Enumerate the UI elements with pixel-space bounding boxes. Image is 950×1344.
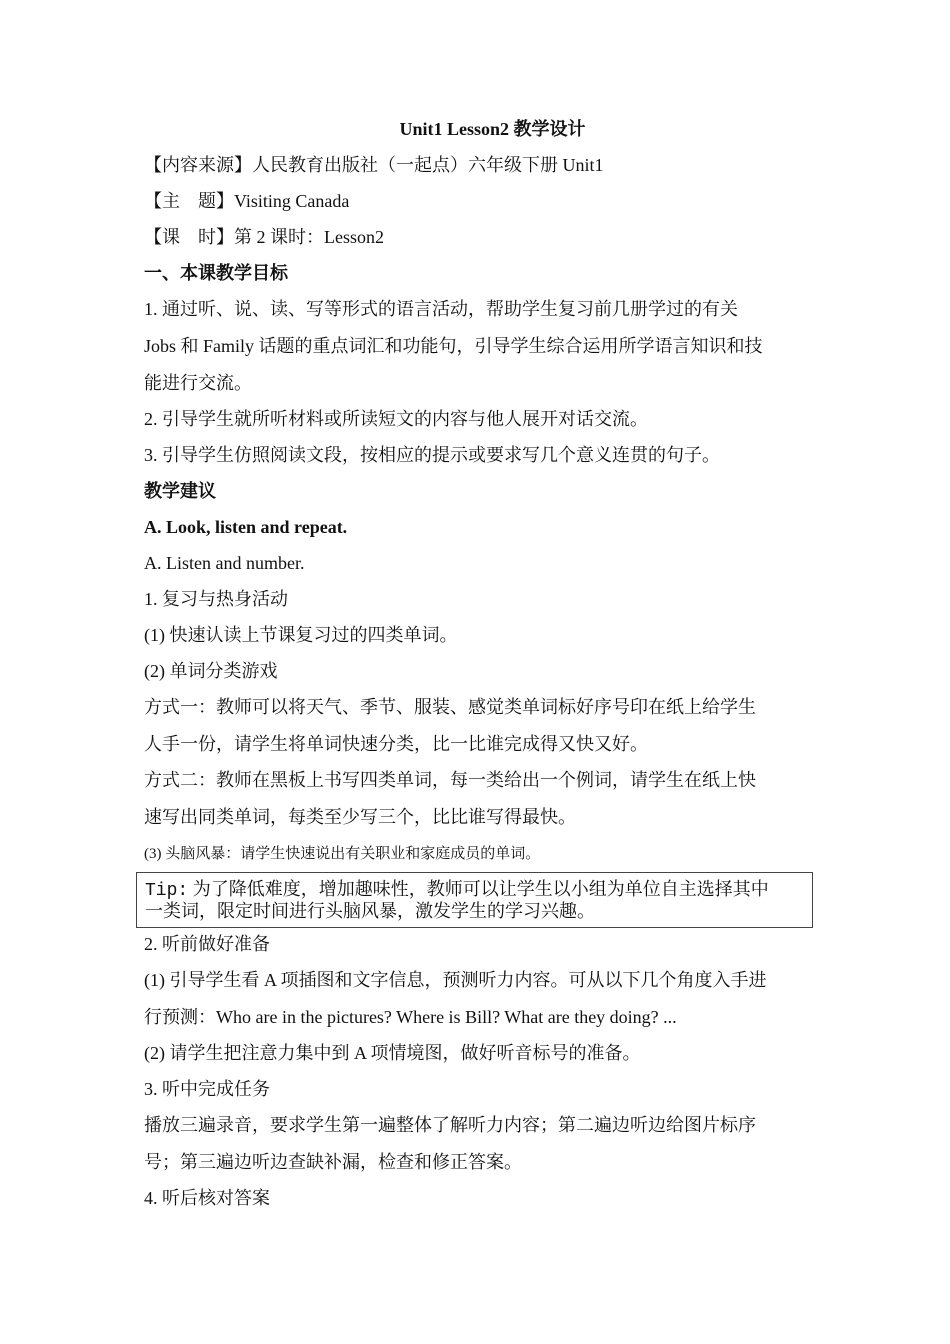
objective-3: 3. 引导学生仿照阅读文段，按相应的提示或要求写几个意义连贯的句子。: [144, 445, 720, 465]
step-4-heading: 4. 听后核对答案: [144, 1188, 270, 1208]
method-1-line-2: 人手一份，请学生将单词快速分类，比一比谁完成得又快又好。: [144, 734, 648, 754]
step-2-item-1-line-2: 行预测：Who are in the pictures? Where is Bill? What are they doing? ...: [144, 1007, 677, 1027]
objective-1-line-1: 1. 通过听、说、读、写等形式的语言活动，帮助学生复习前几册学过的有关: [144, 299, 738, 319]
page-title: Unit1 Lesson2 教学设计: [399, 119, 586, 139]
step-3-line-2: 号；第三遍边听边查缺补漏，检查和修正答案。: [144, 1152, 522, 1172]
step-3-heading: 3. 听中完成任务: [144, 1079, 270, 1099]
step-2-item-2: (2) 请学生把注意力集中到 A 项情境图，做好听音标号的准备。: [144, 1043, 641, 1063]
step-3-line-1: 播放三遍录音，要求学生第一遍整体了解听力内容；第二遍边听边给图片标序: [144, 1115, 756, 1135]
step-1-item-3: (3) 头脑风暴：请学生快速说出有关职业和家庭成员的单词。: [144, 846, 541, 862]
step-2-heading: 2. 听前做好准备: [144, 934, 270, 954]
step-1-heading: 1. 复习与热身活动: [144, 589, 288, 609]
meta-period: 【课 时】第 2 课时：Lesson2: [144, 227, 384, 247]
tip-label: Tip:: [145, 881, 189, 901]
objectives-heading: 一、本课教学目标: [144, 263, 288, 283]
method-1-line-1: 方式一：教师可以将天气、季节、服装、感觉类单词标好序号印在纸上给学生: [144, 697, 756, 717]
objective-1-line-2: Jobs 和 Family 话题的重点词汇和功能句，引导学生综合运用所学语言知识和技: [144, 336, 763, 356]
tip-line-2: 一类词，限定时间进行头脑风暴，激发学生的学习兴趣。: [145, 901, 595, 921]
meta-topic: 【主 题】Visiting Canada: [144, 191, 350, 211]
meta-source: 【内容来源】人民教育出版社（一起点）六年级下册 Unit1: [144, 155, 604, 175]
step-1-item-1: (1) 快速认读上节课复习过的四类单词。: [144, 625, 458, 645]
suggestions-heading: 教学建议: [144, 481, 216, 501]
method-2-line-1: 方式二：教师在黑板上书写四类单词，每一类给出一个例词，请学生在纸上快: [144, 770, 756, 790]
section-a-subheading: A. Listen and number.: [144, 553, 305, 573]
tip-text-1: 为了降低难度，增加趣味性，教师可以让学生以小组为单位自主选择其中: [192, 879, 769, 899]
tip-box: [136, 872, 813, 928]
objective-2: 2. 引导学生就所听材料或所读短文的内容与他人展开对话交流。: [144, 409, 648, 429]
section-a-heading: A. Look, listen and repeat.: [144, 517, 348, 537]
step-1-item-2: (2) 单词分类游戏: [144, 661, 278, 681]
tip-line-1: [145, 878, 769, 902]
method-2-line-2: 速写出同类单词，每类至少写三个，比比谁写得最快。: [144, 807, 576, 827]
step-2-item-1-line-1: (1) 引导学生看 A 项插图和文字信息，预测听力内容。可从以下几个角度入手进: [144, 970, 767, 990]
objective-1-line-3: 能进行交流。: [144, 373, 252, 393]
